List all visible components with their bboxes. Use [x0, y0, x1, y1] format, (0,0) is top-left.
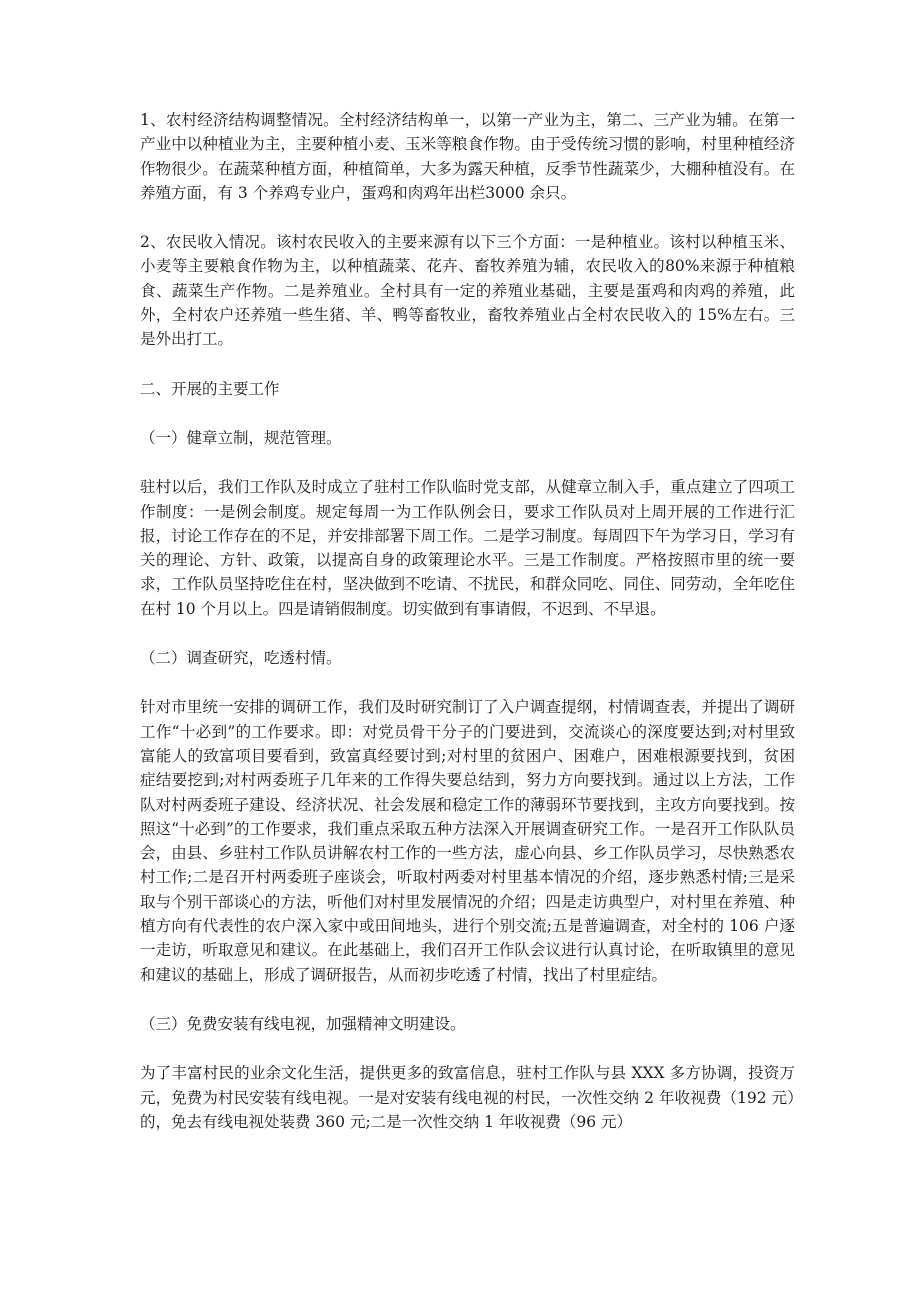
paragraph-investigation: 针对市里统一安排的调研工作，我们及时研究制订了入户调查提纲，村情调查表，并提出了调研工作“十必到”的工作要求。即：对党员骨干分子的门要进到，交流谈心的深度要达到;对村里致富能人的致富项目要看到，致富真经要讨到;对村里的贫困户、困难户，困难根源要找到，贫困症结要挖到;对村两委班子几年来的工作得失要总结到，努力方向要找到。通过以上方法，工作队对村两委班子建设、经济状况、社会发展和稳定工作的薄弱环节要找到，主攻方向要找到。按照这“十必到”的工作要求，我们重点采取五种方法深入开展调查研究工作。一是召开工作队队员会，由县、乡驻村工作队员讲解农村工作的一些方法，虚心向县、乡工作队员学习，尽快熟悉农村工作;二是召开村两委班子座谈会，听取村两委对村里基本情况的介绍，逐步熟悉村情;三是采取与个别干部谈心的方法，听他们对村里发展情况的介绍；四是走访典型户，对村里在养殖、种植方向有代表性的农户深入家中或田间地头，进行个别交流;五是普遍调查，对全村的 106 户逐一走访，听取意见和建议。在此基础上，我们召开工作队会议进行认真讨论，在听取镇里的意见和建议的基础上，形成了调研报告，从而初步吃透了村情，找出了村里症结。 [140, 698, 795, 984]
subheading-cable-tv: （三）免费安装有线电视，加强精神文明建设。 [140, 1014, 466, 1033]
paragraph-rural-economy: 1、农村经济结构调整情况。全村经济结构单一，以第一产业为主，第二、三产业为辅。在第一产业中以种植业为主，主要种植小麦、玉米等粮食作物。由于受传统习惯的影响，村里种植经济作物很少。在蔬菜种植方面，种植简单，大多为露天种植，反季节性蔬菜少，大棚种植没有。在养殖方面，有 3 个养鸡专业户，蛋鸡和肉鸡年出栏3000 余只。 [140, 111, 795, 202]
section-heading-main-work: 二、开展的主要工作 [140, 379, 280, 398]
subheading-rules-management: （一）健章立制，规范管理。 [140, 428, 342, 447]
subheading-investigation: （二）调查研究，吃透村情。 [140, 649, 342, 668]
paragraph-cable-tv: 为了丰富村民的业余文化生活，提供更多的致富信息，驻村工作队与县 XXX 多方协调，投资万元，免费为村民安装有线电视。一是对安装有线电视的村民，一次性交纳 2 年收视费（192 元）的，免去有线电视处装费 360 元;二是一次性交纳 1 年收视费（96 元） [140, 1064, 795, 1131]
paragraph-work-systems: 驻村以后，我们工作队及时成立了驻村工作队临时党支部，从健章立制入手，重点建立了四项工作制度：一是例会制度。规定每周一为工作队例会日，要求工作队员对上周开展的工作进行汇报，讨论工作存在的不足，并安排部署下周工作。二是学习制度。每周四下午为学习日，学习有关的理论、方针、政策，以提高自身的政策理论水平。三是工作制度。严格按照市里的统一要求，工作队员坚持吃住在村，坚决做到不吃请、不扰民，和群众同吃、同住、同劳动，全年吃住在村 10 个月以上。四是请销假制度。切实做到有事请假，不迟到、不早退。 [140, 478, 795, 618]
paragraph-farmer-income: 2、农民收入情况。该村农民收入的主要来源有以下三个方面：一是种植业。该村以种植玉米、小麦等主要粮食作物为主，以种植蔬菜、花卉、畜牧养殖为辅，农民收入的80%来源于种植粮食、蔬菜生产作物。二是养殖业。全村具有一定的养殖业基础，主要是蛋鸡和肉鸡的养殖，此外，全村农户还养殖一些生猪、羊、鸭等畜牧业，畜牧养殖业占全村农民收入的 15%左右。三是外出打工。 [140, 233, 795, 349]
